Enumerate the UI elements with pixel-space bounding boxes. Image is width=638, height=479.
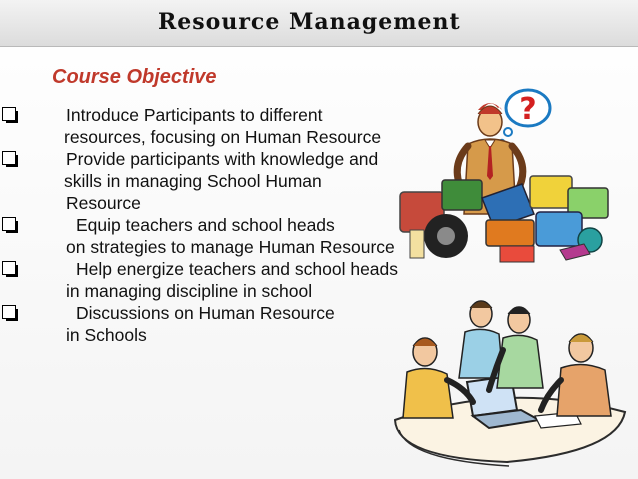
bullet-text-line: on strategies to manage Human Resource (66, 237, 395, 257)
bullet-text-line: resources, focusing on Human Resource (64, 127, 382, 147)
checkbox-bullet-icon (2, 305, 17, 320)
slide-title: Resource Management (158, 9, 461, 35)
bullet-text-line: Equip teachers and school heads (76, 215, 335, 235)
bullet-text-line: in managing discipline in school (66, 281, 313, 301)
checkbox-bullet-icon (2, 107, 17, 122)
bullet-text-line: Resource (66, 193, 141, 213)
bullet-text-line: Introduce Participants to different (66, 105, 323, 125)
section-title: Course Objective (52, 66, 217, 88)
person-with-question-and-resources-icon (390, 80, 625, 270)
checkbox-bullet-icon (2, 261, 17, 276)
bullet-text-line: in Schools (66, 325, 147, 345)
bullet-text-line: skills in managing School Human (64, 171, 322, 191)
checkbox-bullet-icon (2, 217, 17, 232)
bullet-text-line: Discussions on Human Resource (76, 303, 335, 323)
bullet-text-line: Provide participants with knowledge and (66, 149, 379, 169)
question-mark: ? (519, 92, 537, 127)
bullet-text-line: Help energize teachers and school heads (76, 259, 399, 279)
checkbox-bullet-icon (2, 151, 17, 166)
header-bar (0, 0, 638, 47)
people-working-around-laptop-icon (385, 290, 630, 475)
